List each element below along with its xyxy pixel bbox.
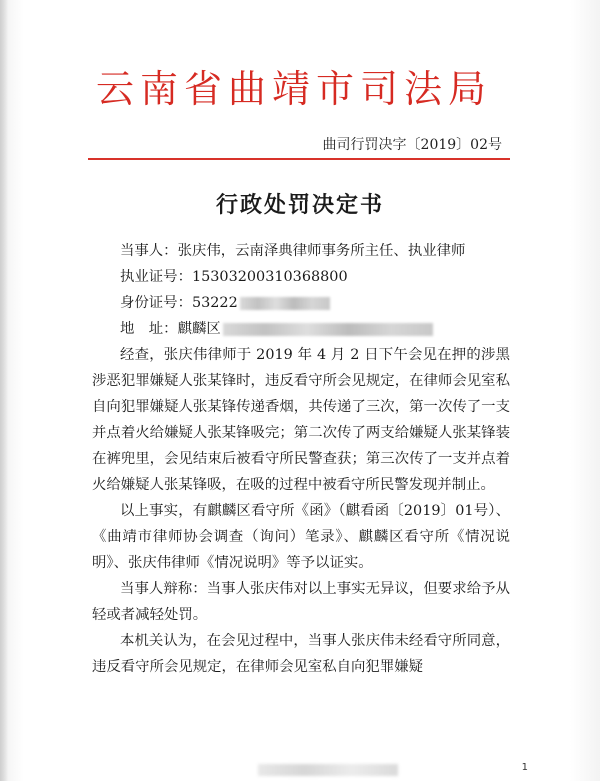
- agency-name: 云南省曲靖市司法局: [96, 67, 493, 111]
- page-edge-shadow: [0, 0, 8, 781]
- license-line: [92, 264, 510, 290]
- license-number: 15303200310368800: [191, 269, 348, 285]
- address-label: 地 址：: [120, 321, 178, 337]
- address-value: 麒麟区: [177, 321, 221, 337]
- id-redaction: [240, 297, 330, 310]
- paragraph-opinion: 本机关认为，在会见过程中，当事人张庆伟未经看守所同意，违反看守所会见规定，在律师会见室私自向犯罪嫌疑: [92, 633, 510, 675]
- footer-redaction: [258, 764, 398, 776]
- party-line: 当事人：张庆伟，云南泽典律师事务所主任、执业律师: [120, 243, 466, 259]
- id-label: 身份证号：: [120, 295, 192, 311]
- address-redaction: [223, 323, 433, 336]
- red-header-rule: [88, 158, 510, 160]
- paragraph-evidence: 以上事实，有麒麟区看守所《函》（麒看函〔2019〕01号）、《曲靖市律师协会调查（询问）笔录》、麒麟区看守所《情况说明》、张庆伟律师《情况说明》等予以证实。: [92, 503, 510, 571]
- document-body: [92, 238, 510, 680]
- document-title: 行政处罚决定书: [215, 192, 384, 218]
- page-number: 1: [521, 762, 528, 773]
- document-number: 曲司行罚决字〔2019〕02号: [322, 137, 502, 153]
- paragraph-facts: 经查，张庆伟律师于 2019 年 4 月 2 日下午会见在押的涉黑涉恶犯罪嫌疑人张某锋时，违反看守所会见规定，在律师会见室私自向犯罪嫌疑人张某锋传递香烟，共传递了三次，第一次传了一支并点着火给嫌疑人张某锋吸完；第二次传了两支给嫌疑人张某锋装在裤兜里，会见结束后被看守所民警查获；第三次传了一支并点着火给嫌疑人张某锋吸，在吸的过程中被看守所民警发现并制止。: [92, 347, 510, 493]
- id-line: [92, 290, 510, 316]
- license-label: 执业证号：: [120, 269, 192, 285]
- paragraph-defense: 当事人辩称：当事人张庆伟对以上事实无异议，但要求给予从轻或者减轻处罚。: [92, 581, 510, 623]
- address-line: [92, 316, 510, 342]
- id-number: 53222: [191, 295, 238, 311]
